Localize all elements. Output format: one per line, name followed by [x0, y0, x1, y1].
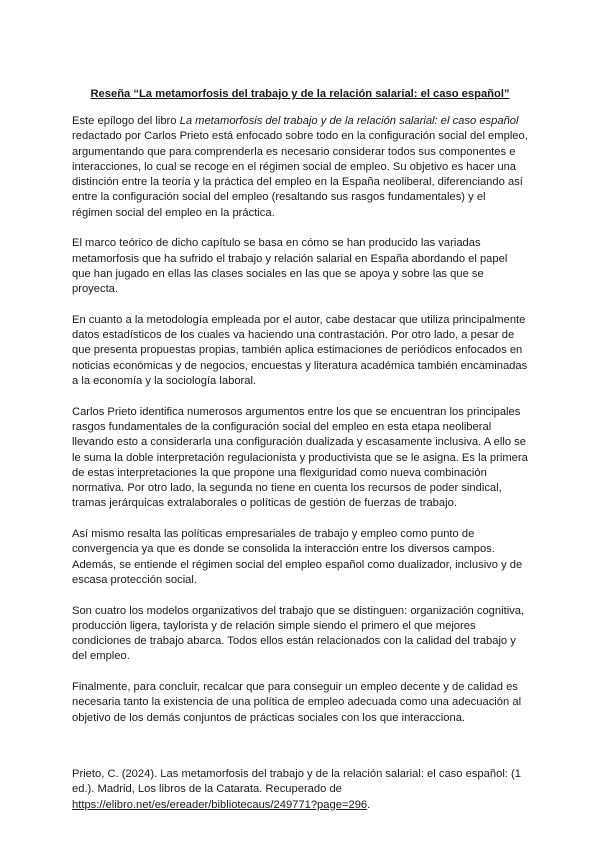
document-body [72, 114, 528, 741]
paragraph-intro-rest: redactado por Carlos Prieto está enfocado sobre todo en la configuración social del empleo, argumentando que para comprenderla es necesario considerar todos sus componentes e interacciones, lo cual se recoge en el régimen social de empleo. Su objetivo es hacer una distinción entre la teoría y la práctica del empleo en la España neoliberal, diferenciando así entre la configuración social del empleo (resaltando sus rasgos fundamentales) y el régimen social del empleo en la práctica. [72, 130, 528, 219]
paragraph-organizational-models: Son cuatro los modelos organizativos del trabajo que se distinguen: organización cognitiva, producción ligera, taylorista y de relación simple siendo el primero el que mejores condiciones de trabajo abarca. Todos ellos están relacionados con la calidad del trabajo y del empleo. [72, 604, 525, 663]
reference-end: . [367, 798, 371, 811]
document-title: Reseña “La metamorfosis del trabajo y de la relación salarial: el caso español” [90, 88, 510, 100]
book-title: La metamorfosis del trabajo y de la relación salarial: el caso español [179, 115, 519, 127]
paragraph-conclusion: Finalmente, para concluir, recalcar que para conseguir un empleo decente y de calidad es necesaria tanto la existencia de una política de empleo adecuada como una adecuación al objetivo de los demás conjuntos de prácticas sociales con los que interacciona. [72, 680, 522, 724]
paragraph-intro-lead: Este epílogo del libro [72, 115, 180, 127]
paragraph-intro [72, 114, 528, 221]
paragraph-arguments: Carlos Prieto identifica numerosos argumentos entre los que se encuentran los principales rasgos fundamentales de la configuración social del empleo en esta etapa neoliberal llevando esto a considerarla una configuración dualizada y escasamente inclusiva. A ello se le suma la doble interpretación regulacionista y productivista que se le asigna. Es la primera de estas interpretaciones la que propone una flexiguridad como nueva combinación normativa. Por otro lado, la segunda no tiene en cuenta los recursos de poder sindical, tramas jerárquicas extralaborales o políticas de gestión de fuerzas de trabajo. [72, 405, 528, 510]
bibliographic-reference [72, 767, 528, 813]
paragraph-business-policies: Así mismo resalta las políticas empresariales de trabajo y empleo como punto de convergencia ya que es donde se consolida la interacción entre los diversos campos. Además, se entiende el régimen social del empleo español como dualizador, inclusivo y de escasa protección social. [72, 528, 523, 586]
reference-link[interactable]: https://elibro.net/es/ereader/bibliotecaus/249771?page=296 [72, 798, 368, 811]
reference-text: Prieto, C. (2024). Las metamorfosis del trabajo y de la relación salarial: el caso español: (1 ed.). Madrid, Los libros de la Catarata. Recuperado de [72, 768, 521, 796]
paragraph-theoretical-framework: El marco teórico de dicho capítulo se basa en cómo se han producido las variadas metamorfosis que ha sufrido el trabajo y relación salarial en España abordando el papel que han jugado en ellas las clases sociales en las que se apoya y sobre las que se proyecta. [72, 237, 508, 296]
paragraph-methodology: En cuanto a la metodología empleada por el autor, cabe destacar que utiliza principalmente datos estadísticos de los cuales va haciendo una contrastación. Por otro lado, a pesar de que presenta propuestas propias, también aplica estimaciones de periódicos enfocados en noticias económicas y de negocios, encuestas y literatura académica también encaminadas a la economía y la sociología laboral. [72, 313, 528, 388]
